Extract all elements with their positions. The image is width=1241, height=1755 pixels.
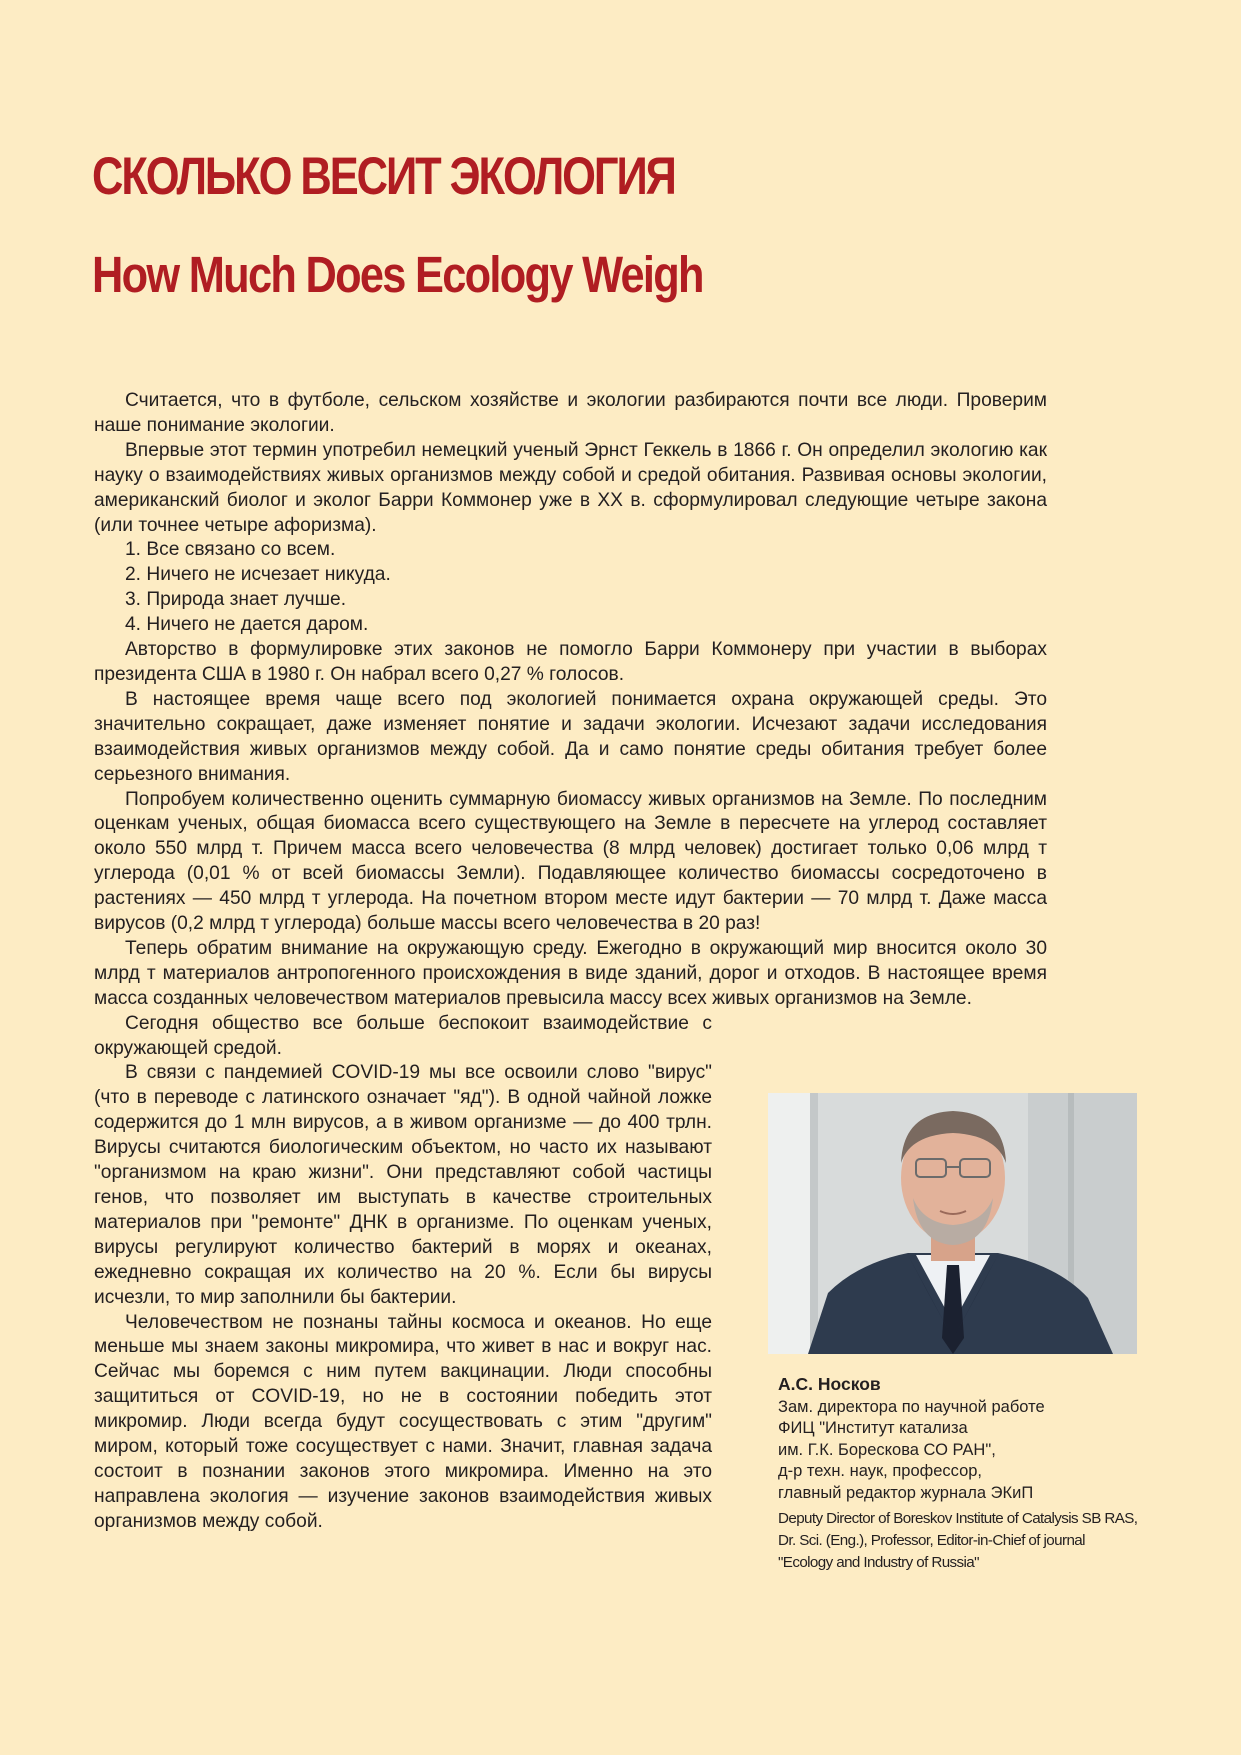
law-item: 2. Ничего не исчезает никуда. [125,564,391,586]
law-item: 3. Природа знает лучше. [125,589,347,611]
article-body [94,389,1047,1535]
paragraph: Впервые этот термин употребил немецкий ученый Эрнст Геккель в 1866 г. Он определил экологию как науку о взаимодействиях живых организмов между собой и средой обитания. Развивая основы экологии, американский биолог и эколог Барри Коммонер уже в XX в. сформулировал следующие четыре закона (или точнее четыре афоризма). [94,439,1047,536]
author-position-line: д-р техн. наук, профессор, [778,1462,983,1480]
paragraph: Сегодня общество все больше беспокоит взаимодействие с окружающей средой. [94,1012,712,1059]
narrow-column [94,1012,712,1535]
article-title-en: How Much Does Ecology Weigh [92,246,703,303]
law-item: 4. Ничего не дается даром. [125,614,369,636]
paragraph: Авторство в формулировке этих законов не помогло Барри Коммонеру при участии в выборах президента США в 1980 г. Он набрал всего 0,27 % голосов. [94,639,1047,685]
author-name: А.С. Носков [778,1374,881,1394]
author-position-line: ФИЦ "Институт катализа [778,1419,968,1437]
article-title-ru: СКОЛЬКО ВЕСИТ ЭКОЛОГИЯ [92,147,675,206]
paragraph: Человечеством не познаны тайны космоса и океанов. Но еще меньше мы знаем законы микромира, что живет в нас и вокруг нас. Сейчас мы боремся с ним путем вакцинации. Люди способны защититься от COVID-19, но не в состоянии победить этот микромир. Люди всегда будут сосуществовать с этим "другим" миром, который тоже сосуществует с нами. Значит, главная задача состоит в познании законов этого микромира. Именно на это направлена экология — изучение законов взаимодействия живых организмов между собой. [94,1311,712,1532]
paragraph: В связи с пандемией COVID-19 мы все освоили слово "вирус" (что в переводе с латинского означает "яд"). В одной чайной ложке содержится до 1 млн вирусов, а в живом организме — до 400 трлн. Вирусы считаются биологическим объектом, но часто их называют "организмом на краю жизни". Они представляют собой частицы генов, что позволяет им выступать в качестве строительных материалов при "ремонте" ДНК в организме. По оценкам ученых, вирусы регулируют количество бактерий в морях и океанах, ежедневно сокращая их количество на 20 %. Если бы вирусы исчезли, то мир заполнили бы бактерии. [94,1062,712,1308]
author-position-en-line: "Ecology and Industry of Russia" [778,1553,979,1571]
author-position-line: главный редактор журнала ЭКиП [778,1483,1034,1502]
paragraph: Попробуем количественно оценить суммарную биомассу живых организмов на Земле. По последним оценкам ученых, общая биомасса всего существующего на Земле в пересчете на углерод составляет около 550 млрд т. Причем масса всего человечества (8 млрд человек) достигает только 0,06 млрд т углерода (0,01 % от всей биомассы Земли). Подавляющее количество биомассы сосредоточено в растениях — 450 млрд т углерода. На почетном втором месте идут бактерии — 70 млрд т. Даже масса вирусов (0,2 млрд т углерода) больше массы всего человечества в 20 раз! [94,788,1047,935]
author-position-en-line: Dr. Sci. (Eng.), Professor, Editor-in-Chief of journal [778,1531,1085,1549]
author-photo [768,1093,1137,1354]
author-position-line: Зам. директора по научной работе [778,1397,1045,1416]
author-position-line: им. Г.К. Борескова СО РАН", [778,1440,996,1459]
author-position-en [778,1508,1158,1573]
photo-caption [778,1374,1158,1573]
paragraph: В настоящее время чаще всего под экологией понимается охрана окружающей среды. Это значительно сокращает, даже изменяет понятие и задачи экологии. Исчезают задачи исследования взаимодействия живых организмов между собой. Да и само понятие среды обитания требует более серьезного внимания. [94,688,1047,785]
law-item: 1. Все связано со всем. [125,539,336,561]
portrait-illustration [768,1093,1137,1354]
paragraph: Теперь обратим внимание на окружающую среду. Ежегодно в окружающий мир вносится около 30 млрд т материалов антропогенного происхождения в виде зданий, дорог и отходов. В настоящее время масса созданных человечеством материалов превысила массу всех живых организмов на Земле. [94,937,1047,1009]
author-position-en-line: Deputy Director of Boreskov Institute of Catalysis SB RAS, [778,1510,1138,1527]
paragraph: Считается, что в футболе, сельском хозяйстве и экологии разбираются почти все люди. Проверим наше понимание экологии. [94,390,1047,436]
